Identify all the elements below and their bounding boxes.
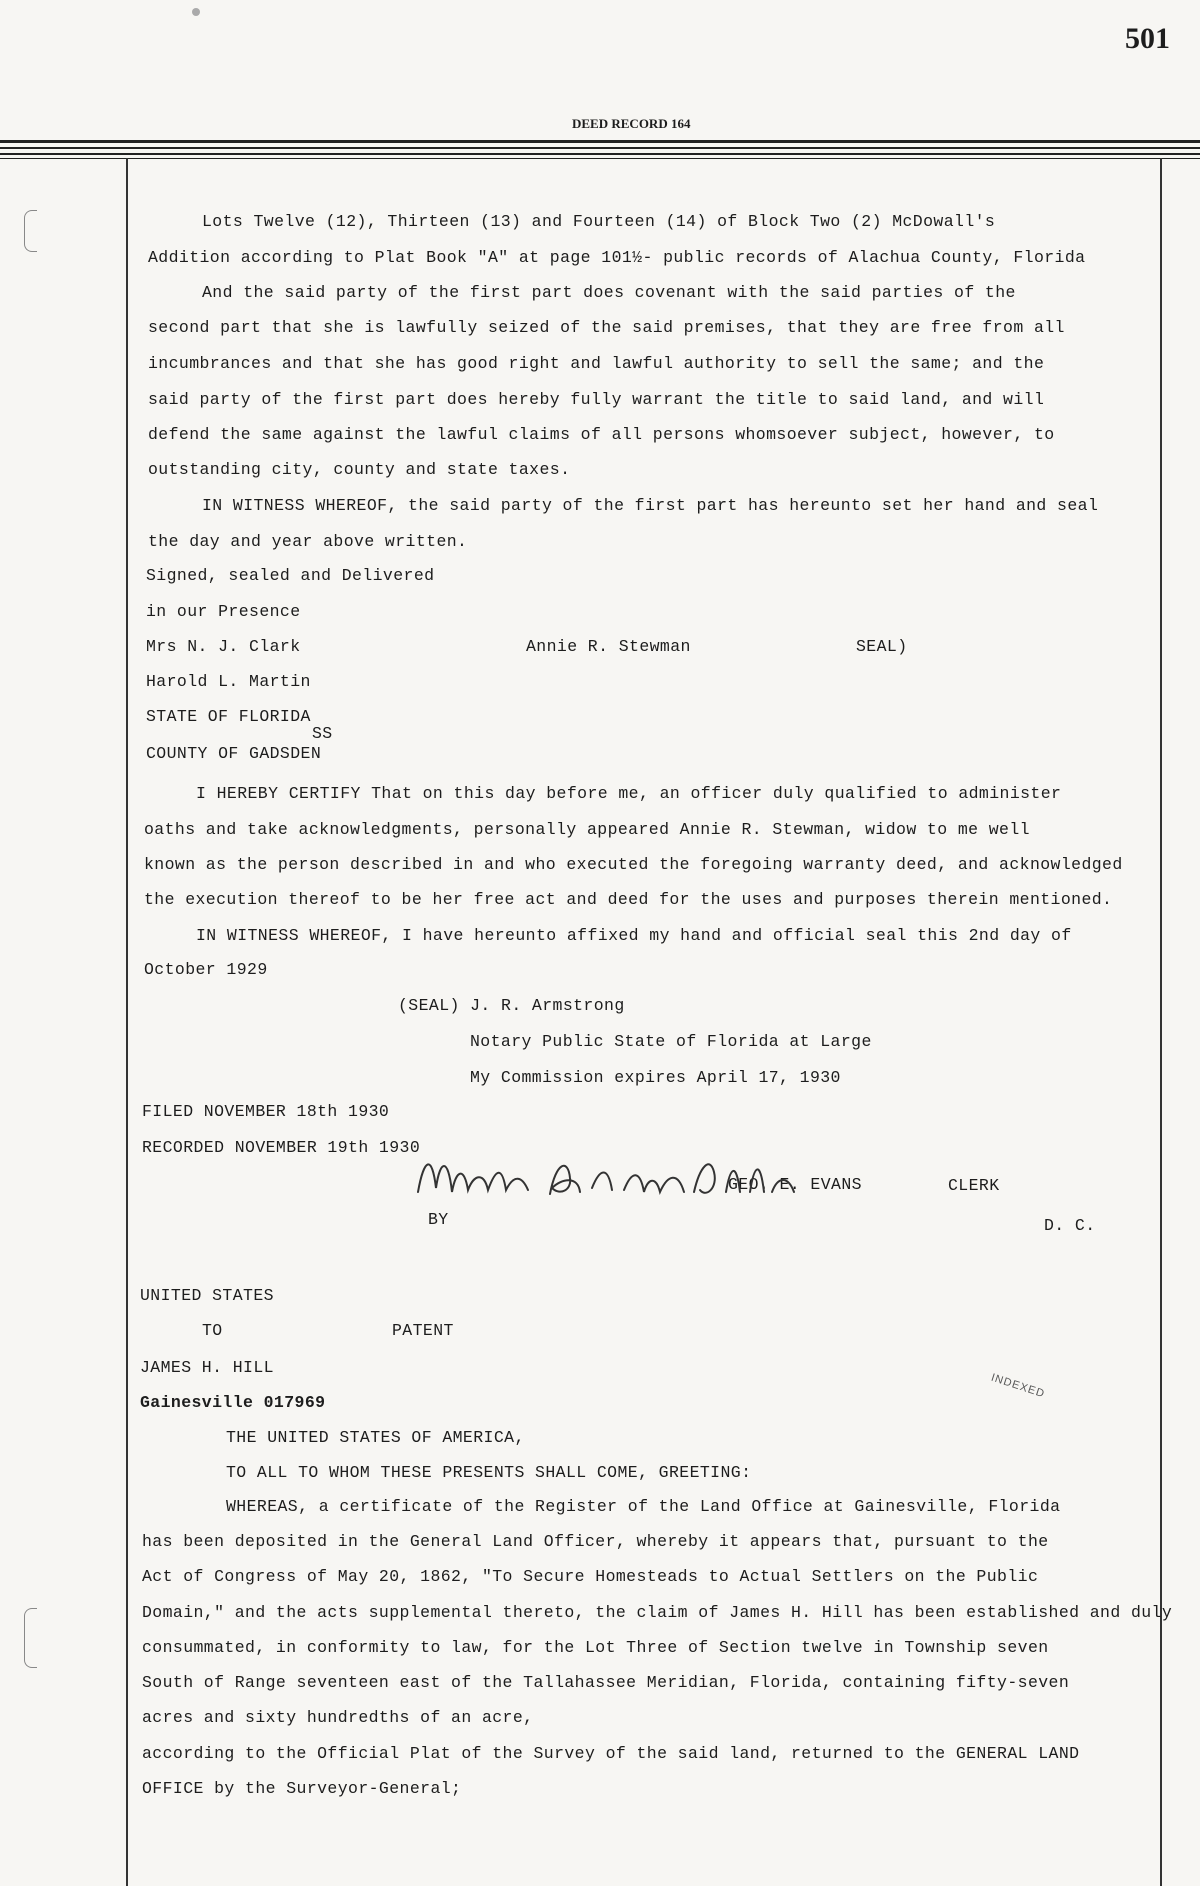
header-rule xyxy=(0,147,1200,149)
filed-date: FILED NOVEMBER 18th 1930 xyxy=(142,1102,390,1121)
notary-name: (SEAL) J. R. Armstrong xyxy=(398,996,625,1015)
header-rule xyxy=(0,153,1200,155)
notary-title: Notary Public State of Florida at Large xyxy=(470,1032,872,1051)
text-line: defend the same against the lawful claims of all persons whomsoever subject, however, to xyxy=(148,425,1055,444)
by-label: BY xyxy=(428,1210,449,1229)
text-line: has been deposited in the General Land Officer, whereby it appears that, pursuant to the xyxy=(142,1532,1049,1551)
text-line: said party of the first part does hereby fully warrant the title to said land, and will xyxy=(148,390,1045,409)
witness-name: Mrs N. J. Clark xyxy=(146,637,301,656)
clerk-name: GEO. E. EVANS xyxy=(728,1175,862,1194)
text-line: Signed, sealed and Delivered xyxy=(146,566,435,585)
text-line: THE UNITED STATES OF AMERICA, xyxy=(226,1428,525,1447)
text-line: October 1929 xyxy=(144,960,268,979)
text-line: Domain," and the acts supplemental thereto, the claim of James H. Hill has been established and duly xyxy=(142,1603,1173,1622)
county-label: COUNTY OF GADSDEN xyxy=(146,744,322,763)
text-line: outstanding city, county and state taxes. xyxy=(148,460,571,479)
state-label: STATE OF FLORIDA xyxy=(146,707,311,726)
text-line: oaths and take acknowledgments, personally appeared Annie R. Stewman, widow to me well xyxy=(144,820,1030,839)
recorded-date: RECORDED NOVEMBER 19th 1930 xyxy=(142,1138,421,1157)
text-line: the day and year above written. xyxy=(148,532,468,551)
text-line: incumbrances and that she has good right and lawful authority to sell the same; and the xyxy=(148,354,1045,373)
text-line: South of Range seventeen east of the Tallahassee Meridian, Florida, containing fifty-seven xyxy=(142,1673,1070,1692)
text-line: IN WITNESS WHEREOF, I have hereunto affixed my hand and official seal this 2nd day of xyxy=(196,926,1072,945)
deputy-clerk-label: D. C. xyxy=(1044,1216,1096,1235)
binding-mark xyxy=(24,210,37,252)
text-line: OFFICE by the Surveyor-General; xyxy=(142,1779,462,1798)
binding-mark xyxy=(24,1608,37,1668)
handwritten-signature xyxy=(410,1148,840,1218)
patent-label: PATENT xyxy=(392,1321,454,1340)
text-line: TO ALL TO WHOM THESE PRESENTS SHALL COME, GREETING: xyxy=(226,1463,752,1482)
patent-grantee: JAMES H. HILL xyxy=(140,1358,274,1377)
text-line: consummated, in conformity to law, for the Lot Three of Section twelve in Township seven xyxy=(142,1638,1049,1657)
patent-serial: Gainesville 017969 xyxy=(140,1393,326,1412)
to-label: TO xyxy=(202,1321,223,1340)
clerk-title: CLERK xyxy=(948,1176,1000,1195)
text-line: acres and sixty hundredths of an acre, xyxy=(142,1708,534,1727)
right-margin-line xyxy=(1160,158,1162,1886)
text-line: according to the Official Plat of the Survey of the said land, returned to the GENERAL LAND xyxy=(142,1744,1080,1763)
text-line: IN WITNESS WHEREOF, the said party of the first part has hereunto set her hand and seal xyxy=(202,496,1099,515)
text-line: the execution thereof to be her free act and deed for the uses and purposes therein mentioned. xyxy=(144,890,1113,909)
text-line: Addition according to Plat Book "A" at page 101½- public records of Alachua County, Florida xyxy=(148,248,1086,267)
text-line: Lots Twelve (12), Thirteen (13) and Fourteen (14) of Block Two (2) McDowall's xyxy=(202,212,996,231)
binding-dot xyxy=(192,8,200,16)
text-line: known as the person described in and who executed the foregoing warranty deed, and acknowledged xyxy=(144,855,1123,874)
grantor-name: Annie R. Stewman xyxy=(526,637,691,656)
text-line: second part that she is lawfully seized of the said premises, that they are free from all xyxy=(148,318,1065,337)
header-rule xyxy=(0,140,1200,143)
header-rule xyxy=(0,158,1200,159)
ss-label: SS xyxy=(312,724,333,743)
text-line: WHEREAS, a certificate of the Register of the Land Office at Gainesville, Florida xyxy=(226,1497,1061,1516)
record-book-title: DEED RECORD 164 xyxy=(572,116,691,131)
witness-name: Harold L. Martin xyxy=(146,672,311,691)
text-line: And the said party of the first part does covenant with the said parties of the xyxy=(202,283,1016,302)
text-line: in our Presence xyxy=(146,602,301,621)
page-number: 501 xyxy=(1125,22,1170,55)
left-margin-line xyxy=(126,158,128,1886)
notary-commission: My Commission expires April 17, 1930 xyxy=(470,1068,841,1087)
text-line: I HEREBY CERTIFY That on this day before me, an officer duly qualified to administer xyxy=(196,784,1062,803)
indexed-stamp: INDEXED xyxy=(989,1371,1047,1401)
seal-label: SEAL) xyxy=(856,637,908,656)
text-line: Act of Congress of May 20, 1862, "To Secure Homesteads to Actual Settlers on the Public xyxy=(142,1567,1039,1586)
patent-grantor: UNITED STATES xyxy=(140,1286,274,1305)
signature-stroke xyxy=(418,1164,794,1194)
